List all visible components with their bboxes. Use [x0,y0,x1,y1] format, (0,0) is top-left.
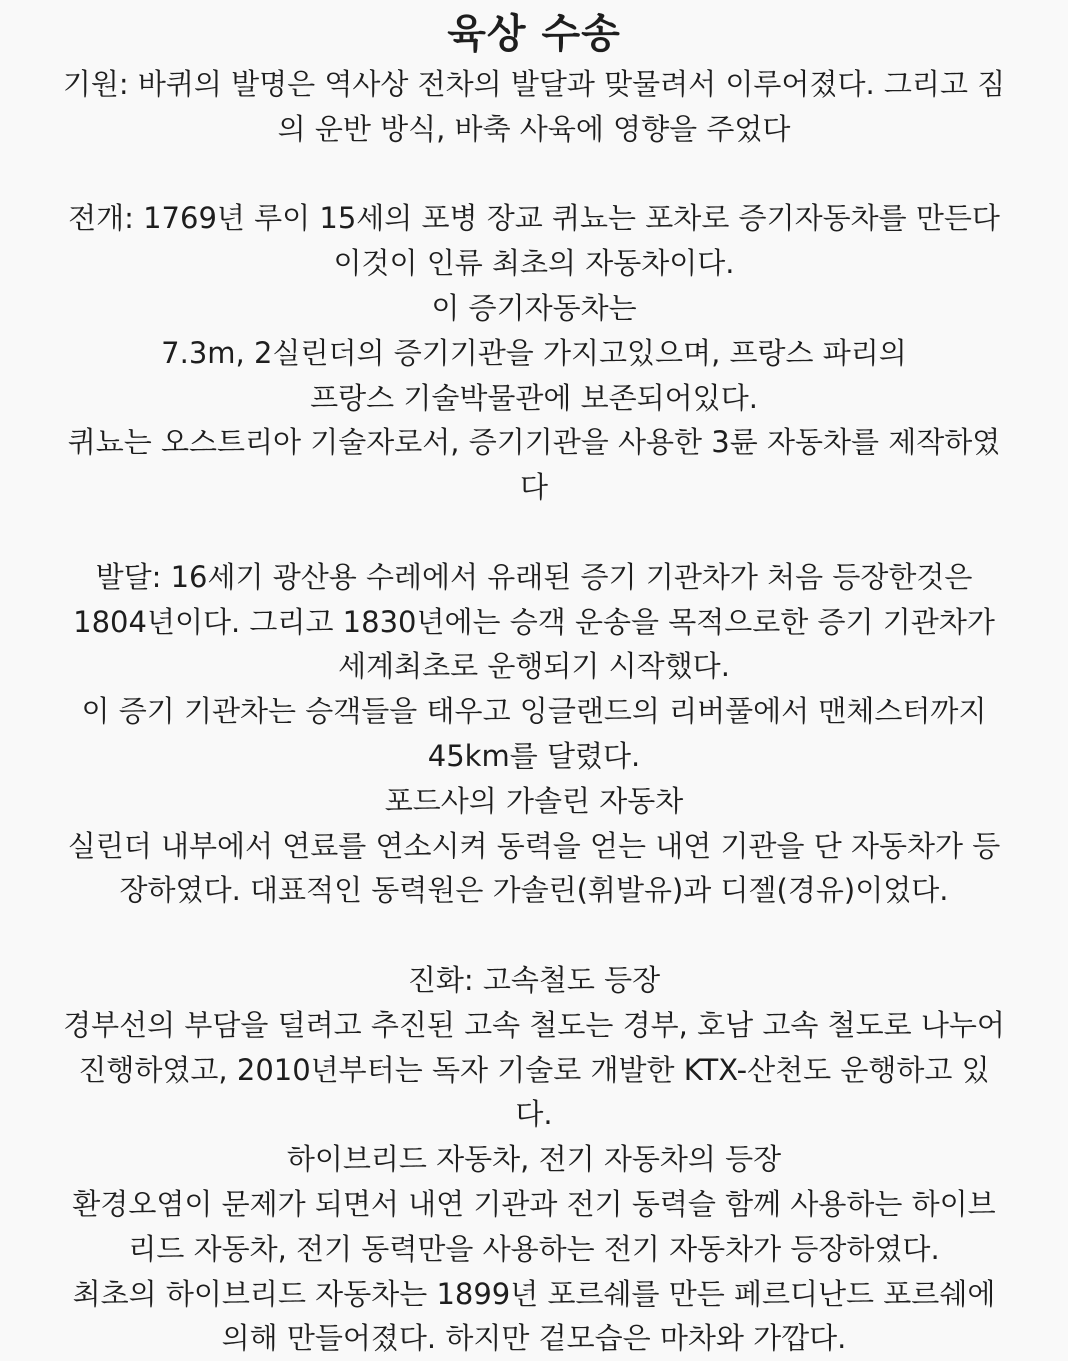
text-line: 경부선의 부담을 덜려고 추진된 고속 철도는 경부, 호남 고속 철도로 나누어 [63,1007,1005,1042]
section-growth [50,555,1018,913]
text-line: 진화: 고속철도 등장 [407,962,661,997]
text-line: 프랑스 기술박물관에 보존되어있다. [310,380,758,415]
text-line: 리드 자동차, 전기 동력만을 사용하는 전기 자동차가 등장하였다. [128,1231,940,1266]
text-line: 세계최초로 운행되기 시작했다. [338,649,730,684]
text-line: 발달: 16세기 광산용 수레에서 유래된 증기 기관차가 처음 등장한것은 [95,559,973,594]
text-line: 1804년이다. 그리고 1830년에는 승객 운송을 목적으로한 증기 기관차가 [73,604,995,639]
text-line: 7.3m, 2실린더의 증기기관을 가지고있으며, 프랑스 파리의 [161,335,907,370]
subheading: 하이브리드 자동차, 전기 자동차의 등장 [286,1142,782,1177]
text-line: 퀴뇨는 오스트리아 기술자로서, 증기기관을 사용한 3륜 자동차를 제작하였 [67,425,1001,460]
text-line: 다 [519,470,548,505]
section-origin [50,62,1018,152]
text-line: 이 증기 기관차는 승객들을 태우고 잉글랜드의 리버풀에서 맨체스터까지 [81,694,987,729]
text-line: 실린더 내부에서 연료를 연소시켜 동력을 얻는 내연 기관을 단 자동차가 등 [67,828,1001,863]
text-line: 전개: 1769년 루이 15세의 포병 장교 퀴뇨는 포차로 증기자동차를 만든다 [68,201,1000,236]
text-line: 이 증기자동차는 [431,290,637,325]
text-line: 다. [515,1097,553,1132]
text-line: 환경오염이 문제가 되면서 내연 기관과 전기 동력슬 함께 사용하는 하이브 [72,1186,996,1221]
text-line: 이것이 인류 최초의 자동차이다. [333,246,735,281]
text-line: 기원: 바퀴의 발명은 역사상 전차의 발달과 맞물려서 이루어졌다. 그리고 짐 [62,67,1006,101]
section-evolution [50,958,1018,1361]
paragraph-spacer [50,152,1018,197]
section-development [50,196,1018,510]
text-line: 45km를 달렸다. [427,738,641,773]
text-line: 의해 만들어졌다. 하지만 겉모습은 마차와 가깝다. [221,1321,847,1356]
page-title: 육상 수송 [447,11,621,57]
text-line: 최초의 하이브리드 자동차는 1899년 포르쉐를 만든 페르디난드 포르쉐에 [72,1276,996,1311]
paragraph-spacer [50,510,1018,555]
text-line: 장하였다. 대표적인 동력원은 가솔린(휘발유)과 디젤(경유)이었다. [119,873,949,908]
text-line: 진행하였고, 2010년부터는 독자 기술로 개발한 KTX-산천도 운행하고 있 [78,1052,990,1087]
subheading: 포드사의 가솔린 자동차 [384,783,684,818]
paragraph-spacer [50,913,1018,958]
text-line: 의 운반 방식, 바축 사육에 영향을 주었다 [277,111,791,146]
